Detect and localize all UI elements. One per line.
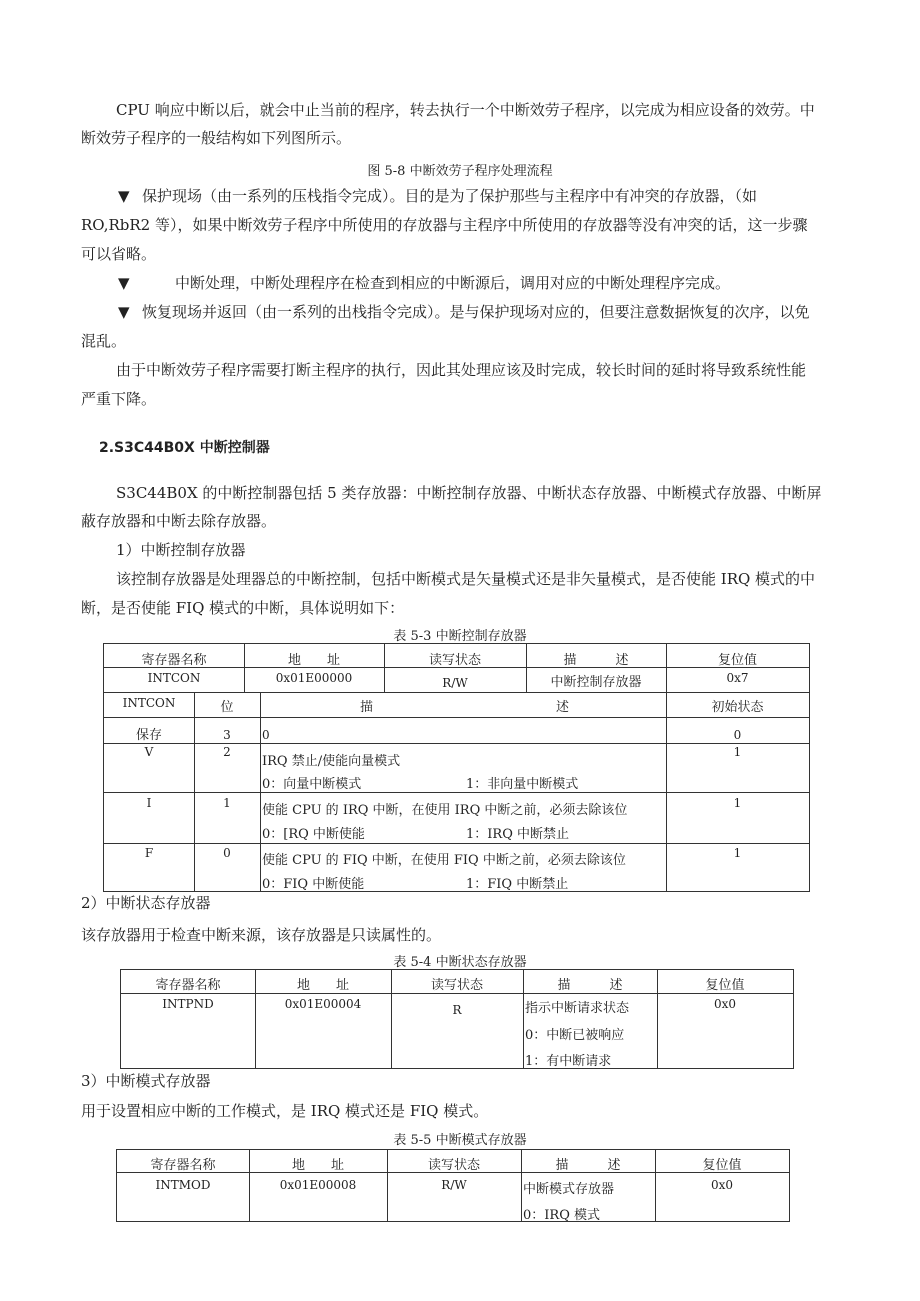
header-register-name: 寄存器名称: [155, 978, 221, 993]
bullet-marker: ▼: [118, 274, 130, 292]
register-desc-1: 1：有中断请求: [525, 1054, 612, 1069]
register-desc-0: 0：IRQ 模式: [523, 1208, 600, 1223]
header-description: 描 述: [557, 978, 623, 993]
bit-row-name: 保存: [135, 728, 162, 743]
bit-row-desc: IRQ 禁止/使能向量模式: [262, 754, 401, 769]
bit-row-name: I: [146, 796, 152, 810]
bullet-1-line-2: RO,RbR2 等），如果中断效劳子程序中所使用的存放器与主程序中所使用的存放器等没有冲突的话，这一步骤: [81, 216, 808, 234]
bit-header-name: INTCON: [122, 696, 176, 710]
bit-header-bit: 位: [220, 700, 234, 715]
intro-line-2: 断效劳子程序的一般结构如下列图所示。: [81, 129, 352, 147]
subsection-2-title: 2）中断状态存放器: [81, 894, 211, 912]
header-description: 描 述: [563, 653, 629, 668]
header-address: 地 址: [296, 978, 349, 993]
bit-row-bit: 1: [223, 796, 231, 810]
subsection-3-desc: 用于设置相应中断的工作模式，是 IRQ 模式还是 FIQ 模式。: [81, 1102, 489, 1120]
header-description: 描 述: [555, 1158, 621, 1173]
header-address: 地 址: [291, 1158, 344, 1173]
bit-row-desc-1: 1：非向量中断模式: [466, 777, 579, 792]
bit-row-bit: 2: [223, 745, 231, 759]
bit-row-init: 1: [733, 846, 742, 860]
subsection-3-title: 3）中断模式存放器: [81, 1072, 211, 1090]
bit-row-desc: 使能 CPU 的 FIQ 中断，在使用 FIQ 中断之前，必须去除该位: [262, 853, 626, 868]
bullet-marker: ▼: [118, 303, 130, 321]
bullet-3-line-2: 混乱。: [81, 332, 127, 350]
bit-row-desc-1: 1：IRQ 中断禁止: [466, 827, 569, 842]
table-5-3-caption: 表 5-3 中断控制存放器: [393, 629, 527, 644]
register-reset: 0x0: [710, 1178, 734, 1192]
table-5-5: [116, 1149, 790, 1222]
table-5-4: [120, 969, 794, 1069]
bit-row-name: F: [144, 846, 154, 860]
bit-row-bit: 3: [223, 728, 231, 742]
section2-p2-line-2: 断，是否使能 FIQ 模式的中断，具体说明如下：: [81, 599, 405, 617]
bit-row-desc: 0: [262, 728, 270, 742]
bit-row-init: 1: [733, 796, 742, 810]
figure-caption: 图 5-8 中断效劳子程序处理流程: [367, 164, 553, 179]
register-desc-0: 0：中断已被响应: [525, 1028, 625, 1043]
bit-row-init: 0: [733, 728, 742, 742]
subsection-1-title: 1）中断控制存放器: [116, 541, 246, 559]
bit-row-desc-0: 0：向量中断模式: [262, 777, 362, 792]
bit-header-init: 初始状态: [711, 700, 764, 715]
bit-row-desc-0: 0：FIQ 中断使能: [262, 877, 365, 892]
table-5-5-caption: 表 5-5 中断模式存放器: [393, 1133, 527, 1148]
header-rw: 读写状态: [427, 1158, 480, 1173]
header-rw: 读写状态: [430, 978, 483, 993]
bit-row-name: V: [144, 745, 154, 759]
bit-header-desc-1: 描: [360, 700, 374, 715]
header-reset: 复位值: [717, 653, 757, 668]
bit-row-bit: 0: [223, 846, 231, 860]
header-reset: 复位值: [702, 1158, 742, 1173]
register-desc: 中断控制存放器: [550, 675, 642, 690]
bit-header-desc-2: 述: [556, 700, 570, 715]
register-reset: 0x0: [713, 997, 737, 1011]
table-5-3: [103, 643, 810, 892]
intro-line-1: CPU 响应中断以后，就会中止当前的程序，转去执行一个中断效劳子程序，以完成为相应设备的效劳。中: [116, 101, 815, 119]
bit-row-desc-0: 0：[RQ 中断使能: [262, 827, 365, 842]
register-desc: 中断模式存放器: [523, 1182, 615, 1197]
header-address: 地 址: [287, 653, 340, 668]
header-rw: 读写状态: [428, 653, 481, 668]
bullet-1-line-3: 可以省略。: [81, 245, 157, 263]
register-reset: 0x7: [726, 671, 749, 685]
bit-row-init: 1: [733, 745, 742, 759]
section2-p2-line-1: 该控制存放器是处理器总的中断控制，包括中断模式是矢量模式还是非矢量模式，是否使能 IRQ 模式的中: [116, 570, 816, 588]
summary-line-2: 严重下降。: [81, 390, 157, 408]
register-address: 0x01E00008: [279, 1178, 357, 1192]
register-address: 0x01E00000: [275, 671, 353, 685]
bullet-marker: ▼: [118, 187, 130, 205]
register-name: INTMOD: [155, 1178, 211, 1192]
bit-row-desc: 使能 CPU 的 IRQ 中断，在使用 IRQ 中断之前，必须去除该位: [262, 803, 628, 818]
section-heading: 2.S3C44B0X 中断控制器: [99, 440, 270, 456]
header-register-name: 寄存器名称: [150, 1158, 216, 1173]
bullet-1-line-1: 保护现场（由一系列的压栈指令完成）。目的是为了保护那些与主程序中有冲突的存放器，（如: [142, 187, 758, 205]
header-reset: 复位值: [705, 978, 745, 993]
table-5-4-caption: 表 5-4 中断状态存放器: [393, 955, 527, 970]
register-address: 0x01E00004: [284, 997, 362, 1011]
register-name: INTCON: [147, 671, 201, 685]
section2-p1-line-1: S3C44B0X 的中断控制器包括 5 类存放器：中断控制存放器、中断状态存放器、中断模式存放器、中断屏: [116, 484, 822, 502]
section2-p1-line-2: 蔽存放器和中断去除存放器。: [81, 512, 277, 530]
header-register-name: 寄存器名称: [141, 653, 207, 668]
summary-line-1: 由于中断效劳子程序需要打断主程序的执行，因此其处理应该及时完成，较长时间的延时将导致系统性能: [116, 361, 807, 379]
bullet-2-line-1: 中断处理，中断处理程序在检查到相应的中断源后，调用对应的中断处理程序完成。: [175, 274, 731, 292]
register-rw: R/W: [441, 1178, 467, 1192]
register-rw: R/W: [442, 676, 468, 690]
register-rw: R: [452, 1003, 462, 1017]
bullet-3-line-1: 恢复现场并返回（由一系列的出栈指令完成）。是与保护现场对应的，但要注意数据恢复的次序，以免: [142, 303, 810, 321]
register-desc: 指示中断请求状态: [525, 1001, 630, 1016]
register-name: INTPND: [162, 997, 214, 1011]
bit-row-desc-1: 1：FIQ 中断禁止: [466, 877, 569, 892]
subsection-2-desc: 该存放器用于检查中断来源，该存放器是只读属性的。: [81, 926, 442, 944]
